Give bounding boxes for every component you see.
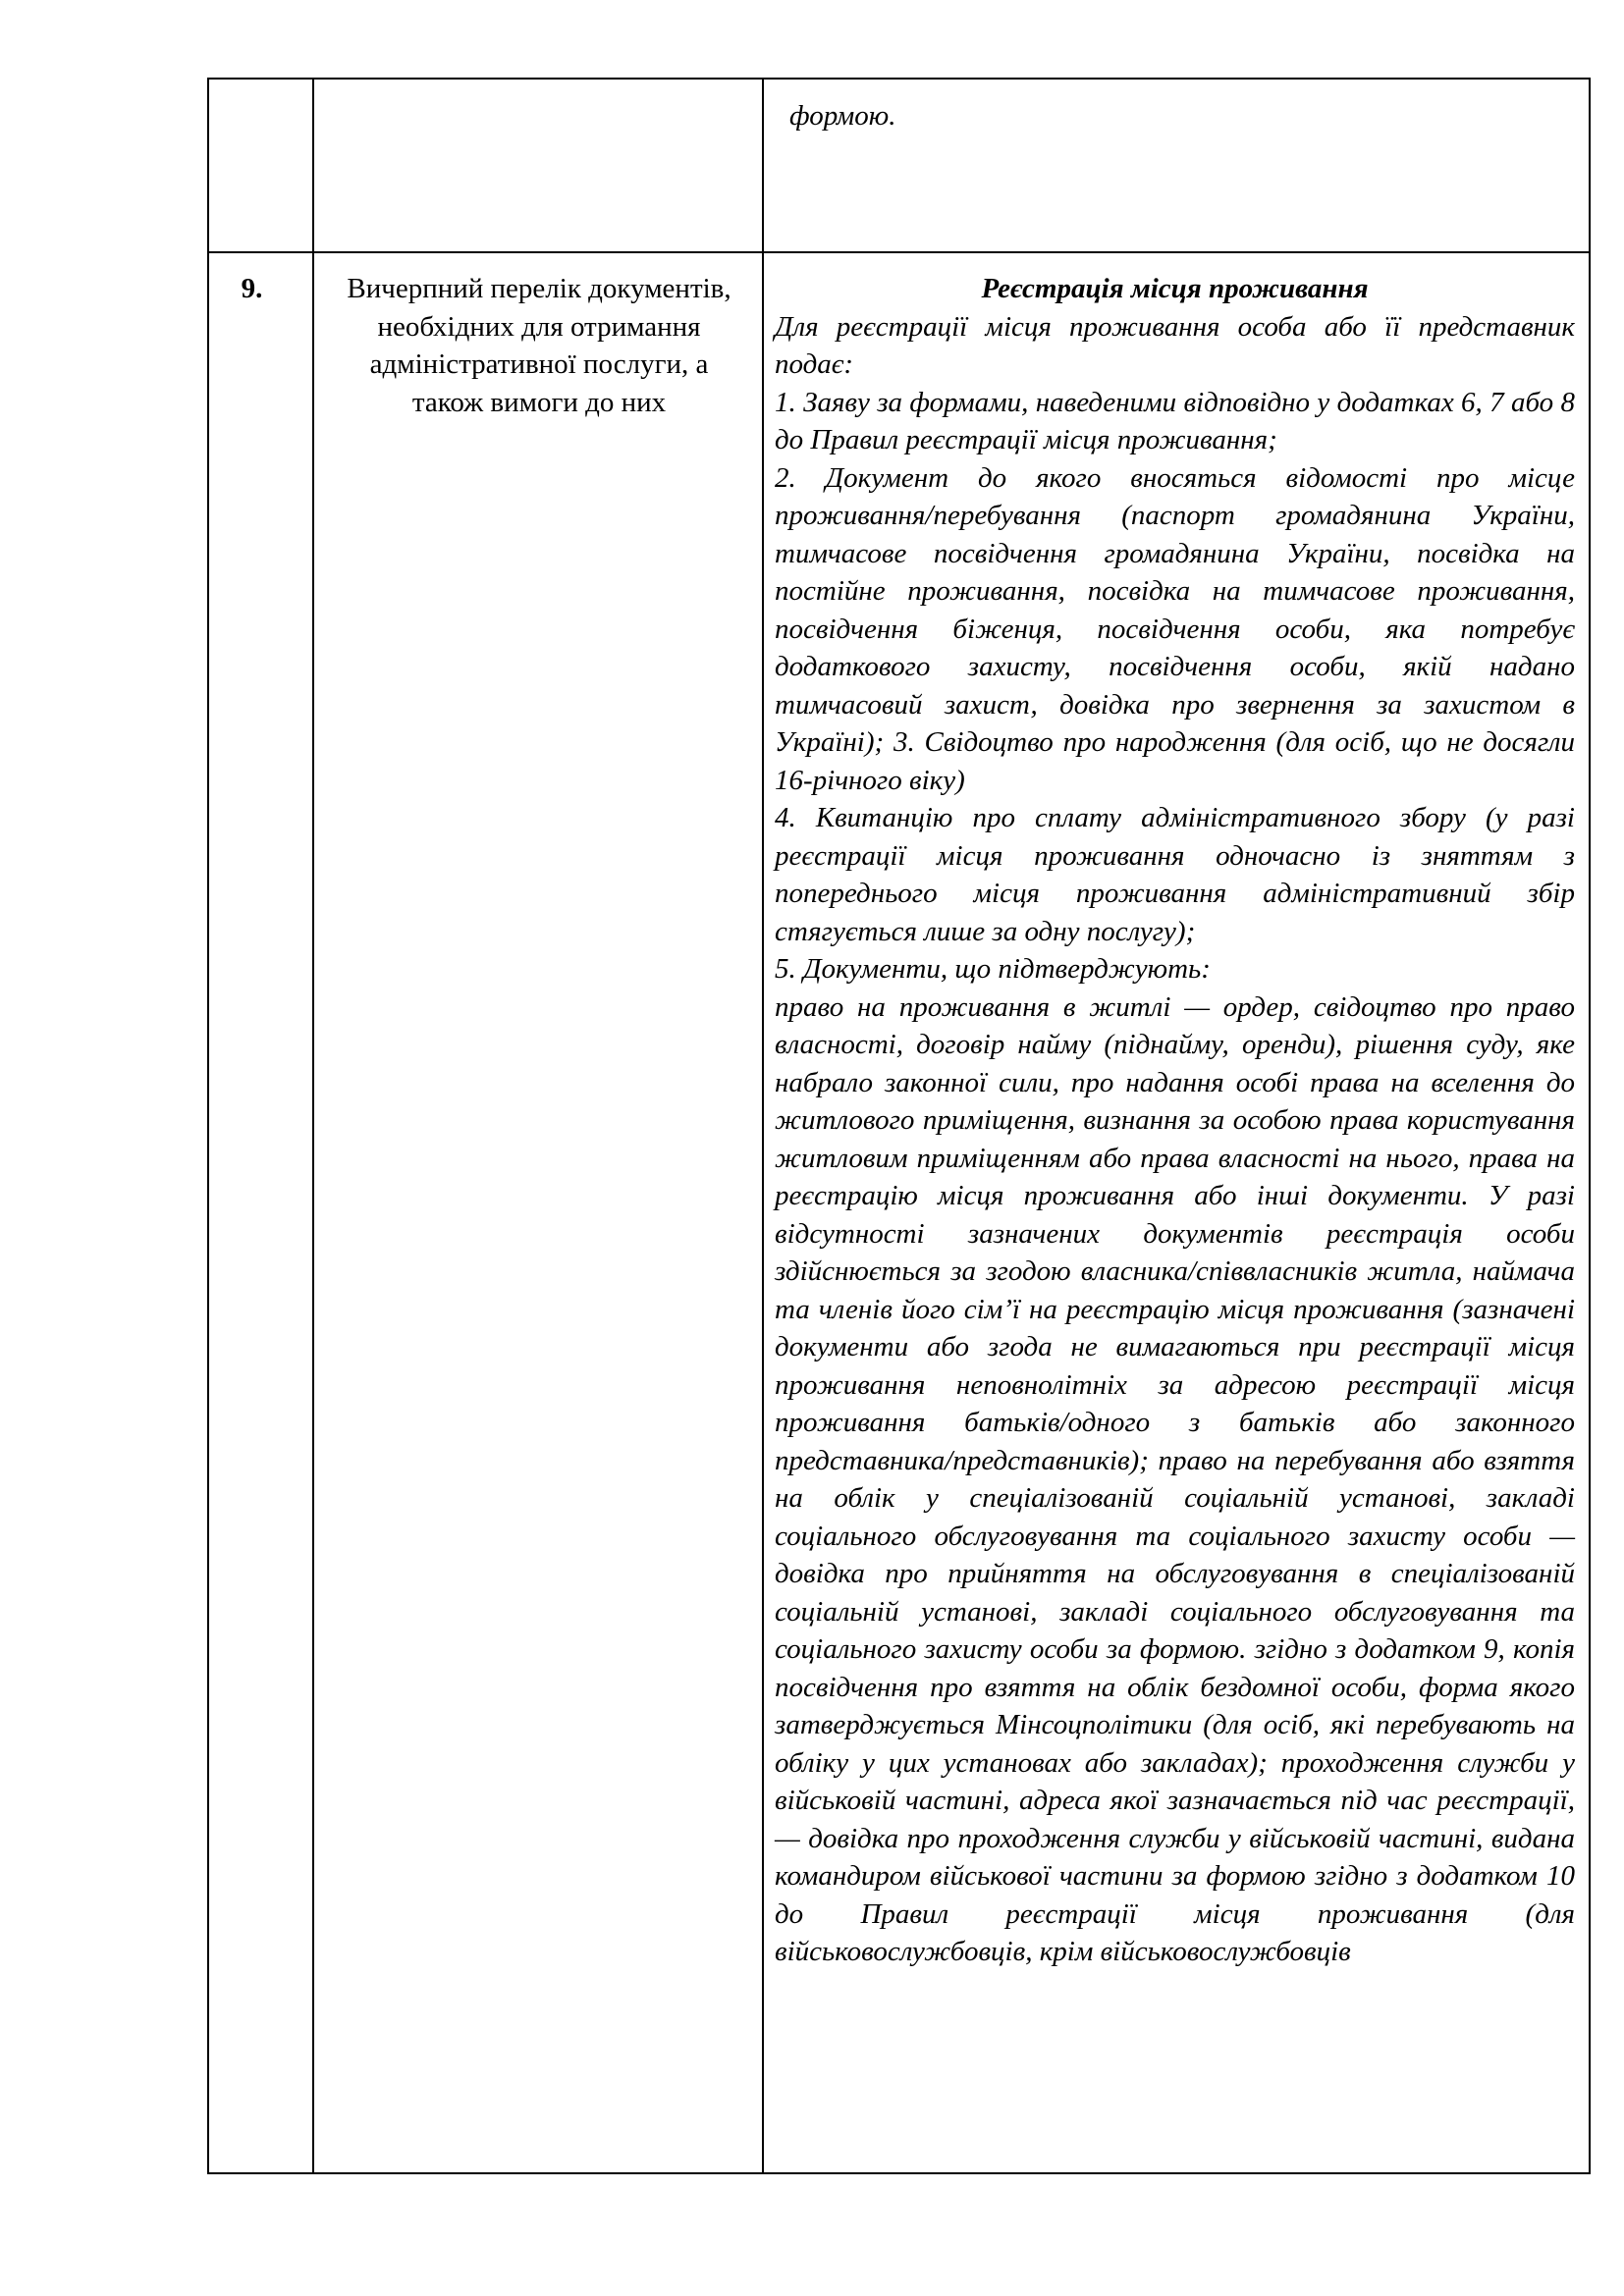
paragraph-item-5: 5. Документи, що підтверджують: [775, 953, 1211, 985]
paragraph-item-5-details: право на проживання в житлі — ордер, свідоцтво про право власності, договір найму (піднайму, оренди), рішення суду, яке набрало законної сили, про надання особі права на вселення до житлового приміщення, визнання за особою права користування житловим приміщенням або права власності на нього, права на реєстрацію місця проживання або інші документи. У разі відсутності зазначених документів реєстрація особи здійснюється за згодою власника/співвласників житла, наймача та членів його сім’ї на реєстрацію місця проживання (зазначені документи або згода не вимагаються при реєстрації місця проживання неповнолітніх за адресою реєстрації місця проживання батьків/одного з батьків або законного представника/представників); право на перебування або взяття на облік у спеціалізованій соціальній установі, закладі соціального обслуговування та соціального захисту особи — довідка про прийняття на обслуговування в спеціалізованій соціальній установі, закладі соціального обслуговування та соціального захисту особи за формою. згідно з додатком 9, копія посвідчення про взяття на облік бездомної особи, форма якого затверджується Мінсоцполітики (для осіб, які перебувають на обліку у цих установах або закладах); проходження служби у військовій частині, адреса якої зазначається під час реєстрації, — довідка про проходження служби у військовій частині, видана командиром військової частини за формою згідно з додатком 10 до Правил реєстрації місця проживання (для військовослужбовців, крім військовослужбовців [775, 990, 1575, 1967]
cell-name [313, 252, 763, 2173]
services-table [207, 78, 1591, 2174]
section-heading: Реєстрація місця проживання [981, 273, 1369, 304]
cell-number [208, 252, 313, 2173]
continuation-text: формою. [789, 100, 896, 132]
cell-name-empty [313, 79, 763, 252]
table-row-9 [208, 252, 1590, 2173]
cell-info-continuation [763, 79, 1590, 252]
paragraph-item-1: 1. Заяву за формами, наведеними відповідно у додатках 6, 7 або 8 до Правил реєстрації місця проживання; [775, 386, 1575, 455]
cell-info [763, 252, 1590, 2173]
row-number: 9. [241, 273, 263, 304]
row-name: Вичерпний перелік документів, необхідних для отримання адміністративної послуги, а також вимоги до них [347, 273, 731, 418]
table-row-continuation [208, 79, 1590, 252]
paragraph-intro: Для реєстрації місця проживання особа або її представник подає: [775, 310, 1575, 380]
paragraph-item-2: 2. Документ до якого вносяться відомості про місце проживання/перебування (паспорт громадянина України, тимчасове посвідчення громадянина України, посвідка на постійне проживання, посвідка на тимчасове проживання, посвідчення біженця, посвідчення особи, яка потребує додаткового захисту, посвідчення особи, якій надано тимчасовий захист, довідка про звернення за захистом в Україні); 3. Свідоцтво про народження (для осіб, що не досягли 16-річного віку) [775, 461, 1575, 796]
cell-number-empty [208, 79, 313, 252]
paragraph-item-4: 4. Квитанцію про сплату адміністративного збору (у разі реєстрації місця проживання одночасно із зняттям з попереднього місця проживання адміністративний збір стягується лише за одну послугу); [775, 802, 1575, 947]
